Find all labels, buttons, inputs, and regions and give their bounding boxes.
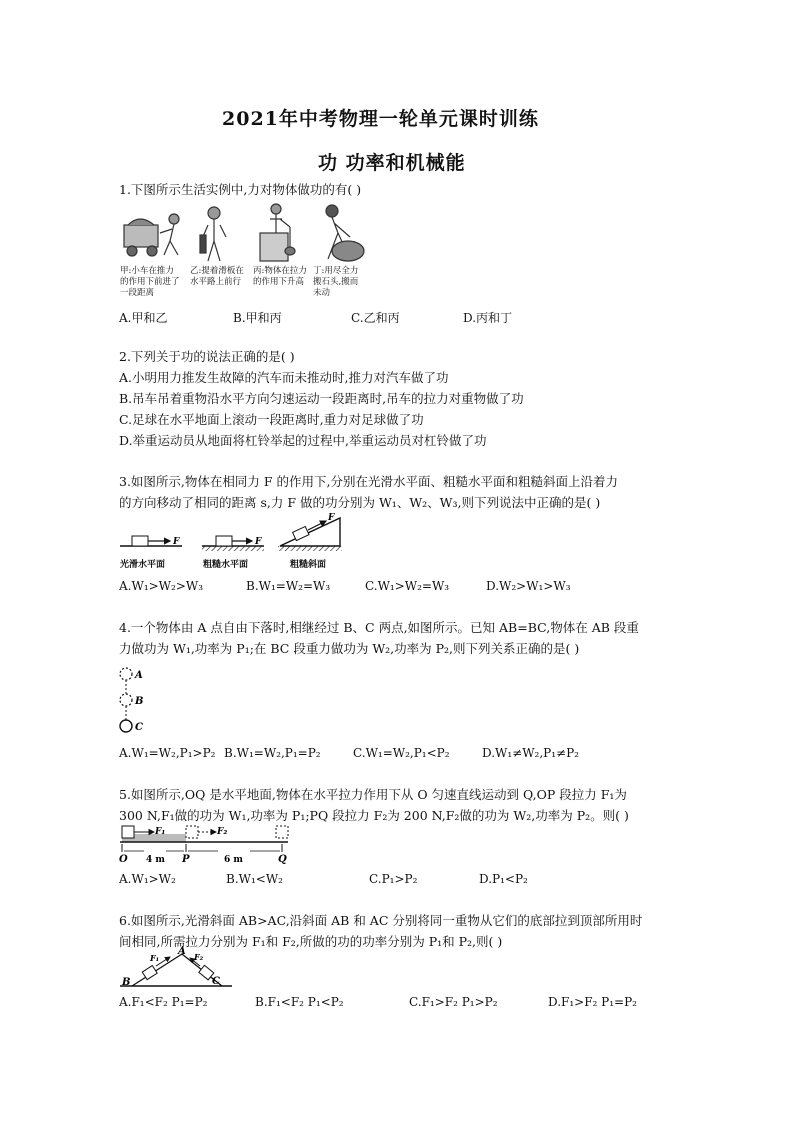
cart-illustration (124, 214, 179, 256)
q4-point-b: B (135, 696, 144, 707)
lifting-illustration (260, 204, 295, 261)
boy-skateboard-illustration (200, 207, 226, 261)
q5-stem-line1: 5.如图所示,OQ 是水平地面,物体在水平拉力作用下从 O 匀速直线运动到 Q,OP 段拉力 F₁为 (119, 787, 627, 802)
q3-force-label-2: F (255, 537, 262, 547)
q4-diagram (118, 664, 158, 734)
q1-caption-a: 甲:小车在推力的作用下前进了一段距离 (120, 266, 180, 298)
q3-stem-line2: 的方向移动了相同的距离 s,力 F 做的功分别为 W₁、W₂、W₃,则下列说法中正确的是( ) (119, 495, 601, 510)
q3-force-label-3: F (328, 513, 335, 523)
q3-option-c: C.W₁>W₂=W₃ (365, 579, 450, 593)
q4-stem-line1: 4.一个物体由 A 点自由下落时,相继经过 B、C 两点,如图所示。已知 AB=BC,物体在 AB 段重 (119, 620, 639, 635)
q2-option-c: C.足球在水平地面上滚动一段距离时,重力对足球做了功 (119, 412, 424, 427)
q5-point-o: O (119, 854, 128, 865)
q5-option-c: C.P₁>P₂ (369, 872, 418, 886)
q1-option-a: A.甲和乙 (119, 311, 168, 325)
q3-stem-line1: 3.如图所示,物体在相同力 F 的作用下,分别在光滑水平面、粗糙水平面和粗糙斜面上沿着力 (119, 474, 618, 489)
q3-option-b: B.W₁=W₂=W₃ (246, 579, 331, 593)
q2-stem: 2.下列关于功的说法正确的是( ) (119, 349, 295, 364)
q6-point-c: C (212, 976, 220, 987)
q6-option-b: B.F₁<F₂ P₁<P₂ (255, 995, 344, 1009)
q5-option-b: B.W₁<W₂ (226, 872, 283, 886)
q1-illustrations (118, 203, 378, 269)
q5-distance-1: 4 m (146, 855, 165, 865)
q6-option-d: D.F₁>F₂ P₁=P₂ (548, 995, 637, 1009)
q6-force-1: F₁ (150, 953, 160, 963)
q2-option-b: B.吊车吊着重物沿水平方向匀速运动一段距离时,吊车的拉力对重物做了功 (119, 391, 524, 406)
q5-point-q: Q (278, 854, 287, 865)
q6-option-c: C.F₁>F₂ P₁>P₂ (409, 995, 498, 1009)
q6-point-a: A (178, 946, 186, 957)
q3-diagram (118, 514, 348, 552)
q1-caption-d: 丁:用尽全力搬石头,搬而未动 (313, 266, 359, 298)
q5-force-2: F₂ (217, 827, 228, 837)
q6-option-a: A.F₁<F₂ P₁=P₂ (119, 995, 208, 1009)
q3-label-rough: 粗糙水平面 (203, 560, 249, 570)
q4-point-c: C (135, 722, 143, 733)
q1-caption-b: 乙:提着滑板在水平路上前行 (190, 266, 244, 287)
q3-option-d: D.W₂>W₁>W₃ (486, 579, 571, 593)
q1-option-c: C.乙和丙 (351, 311, 400, 325)
q5-option-d: D.P₁<P₂ (479, 872, 528, 886)
page-subtitle: 功 功率和机械能 (318, 152, 466, 174)
q5-stem-line2: 300 N,F₁做的功为 W₁,功率为 P₁;PQ 段拉力 F₂为 200 N,F₂做的功为 W₂,功率为 P₂。则( ) (119, 808, 629, 823)
q4-stem-line2: 力做功为 W₁,功率为 P₁;在 BC 段重力做功为 W₂,功率为 P₂,则下列关系正确的是( ) (119, 641, 580, 656)
q3-option-a: A.W₁>W₂>W₃ (119, 579, 204, 593)
q3-label-smooth: 光滑水平面 (120, 560, 166, 570)
q6-stem-line2: 间相同,所需拉力分别为 F₁和 F₂,所做的功的功率分别为 P₁和 P₂,则( ) (119, 934, 503, 949)
q6-point-b: B (122, 977, 131, 988)
q5-force-1: F₁ (155, 827, 166, 837)
q2-option-d: D.举重运动员从地面将杠铃举起的过程中,举重运动员对杠铃做了功 (119, 433, 487, 448)
q6-stem-line1: 6.如图所示,光滑斜面 AB>AC,沿斜面 AB 和 AC 分别将同一重物从它们的底部拉到顶部所用时 (119, 913, 643, 928)
q4-point-a: A (135, 670, 143, 681)
q5-option-a: A.W₁>W₂ (119, 872, 176, 886)
q4-option-b: B.W₁=W₂,P₁=P₂ (224, 746, 321, 760)
q4-option-c: C.W₁=W₂,P₁<P₂ (353, 746, 450, 760)
rock-pushing-illustration (326, 205, 364, 261)
q1-caption-c: 丙:物体在拉力的作用下升高 (253, 266, 307, 287)
q4-option-d: D.W₁≠W₂,P₁≠P₂ (482, 746, 579, 760)
q3-force-label-1: F (173, 537, 180, 547)
q5-distance-2: 6 m (224, 855, 243, 865)
q6-diagram (118, 948, 238, 992)
q1-option-d: D.丙和丁 (463, 311, 513, 325)
q2-option-a: A.小明用力推发生故障的汽车而未推动时,推力对汽车做了功 (119, 370, 449, 385)
q3-label-incline: 粗糙斜面 (290, 560, 327, 570)
q1-stem: 1.下图所示生活实例中,力对物体做功的有( ) (119, 182, 362, 197)
q1-option-b: B.甲和丙 (233, 311, 282, 325)
q4-option-a: A.W₁=W₂,P₁>P₂ (119, 746, 216, 760)
page-title: 2021年中考物理一轮单元课时训练 (222, 108, 539, 130)
q6-force-2: F₂ (194, 952, 204, 962)
q5-diagram (118, 822, 318, 866)
q5-point-p: P (182, 854, 190, 865)
